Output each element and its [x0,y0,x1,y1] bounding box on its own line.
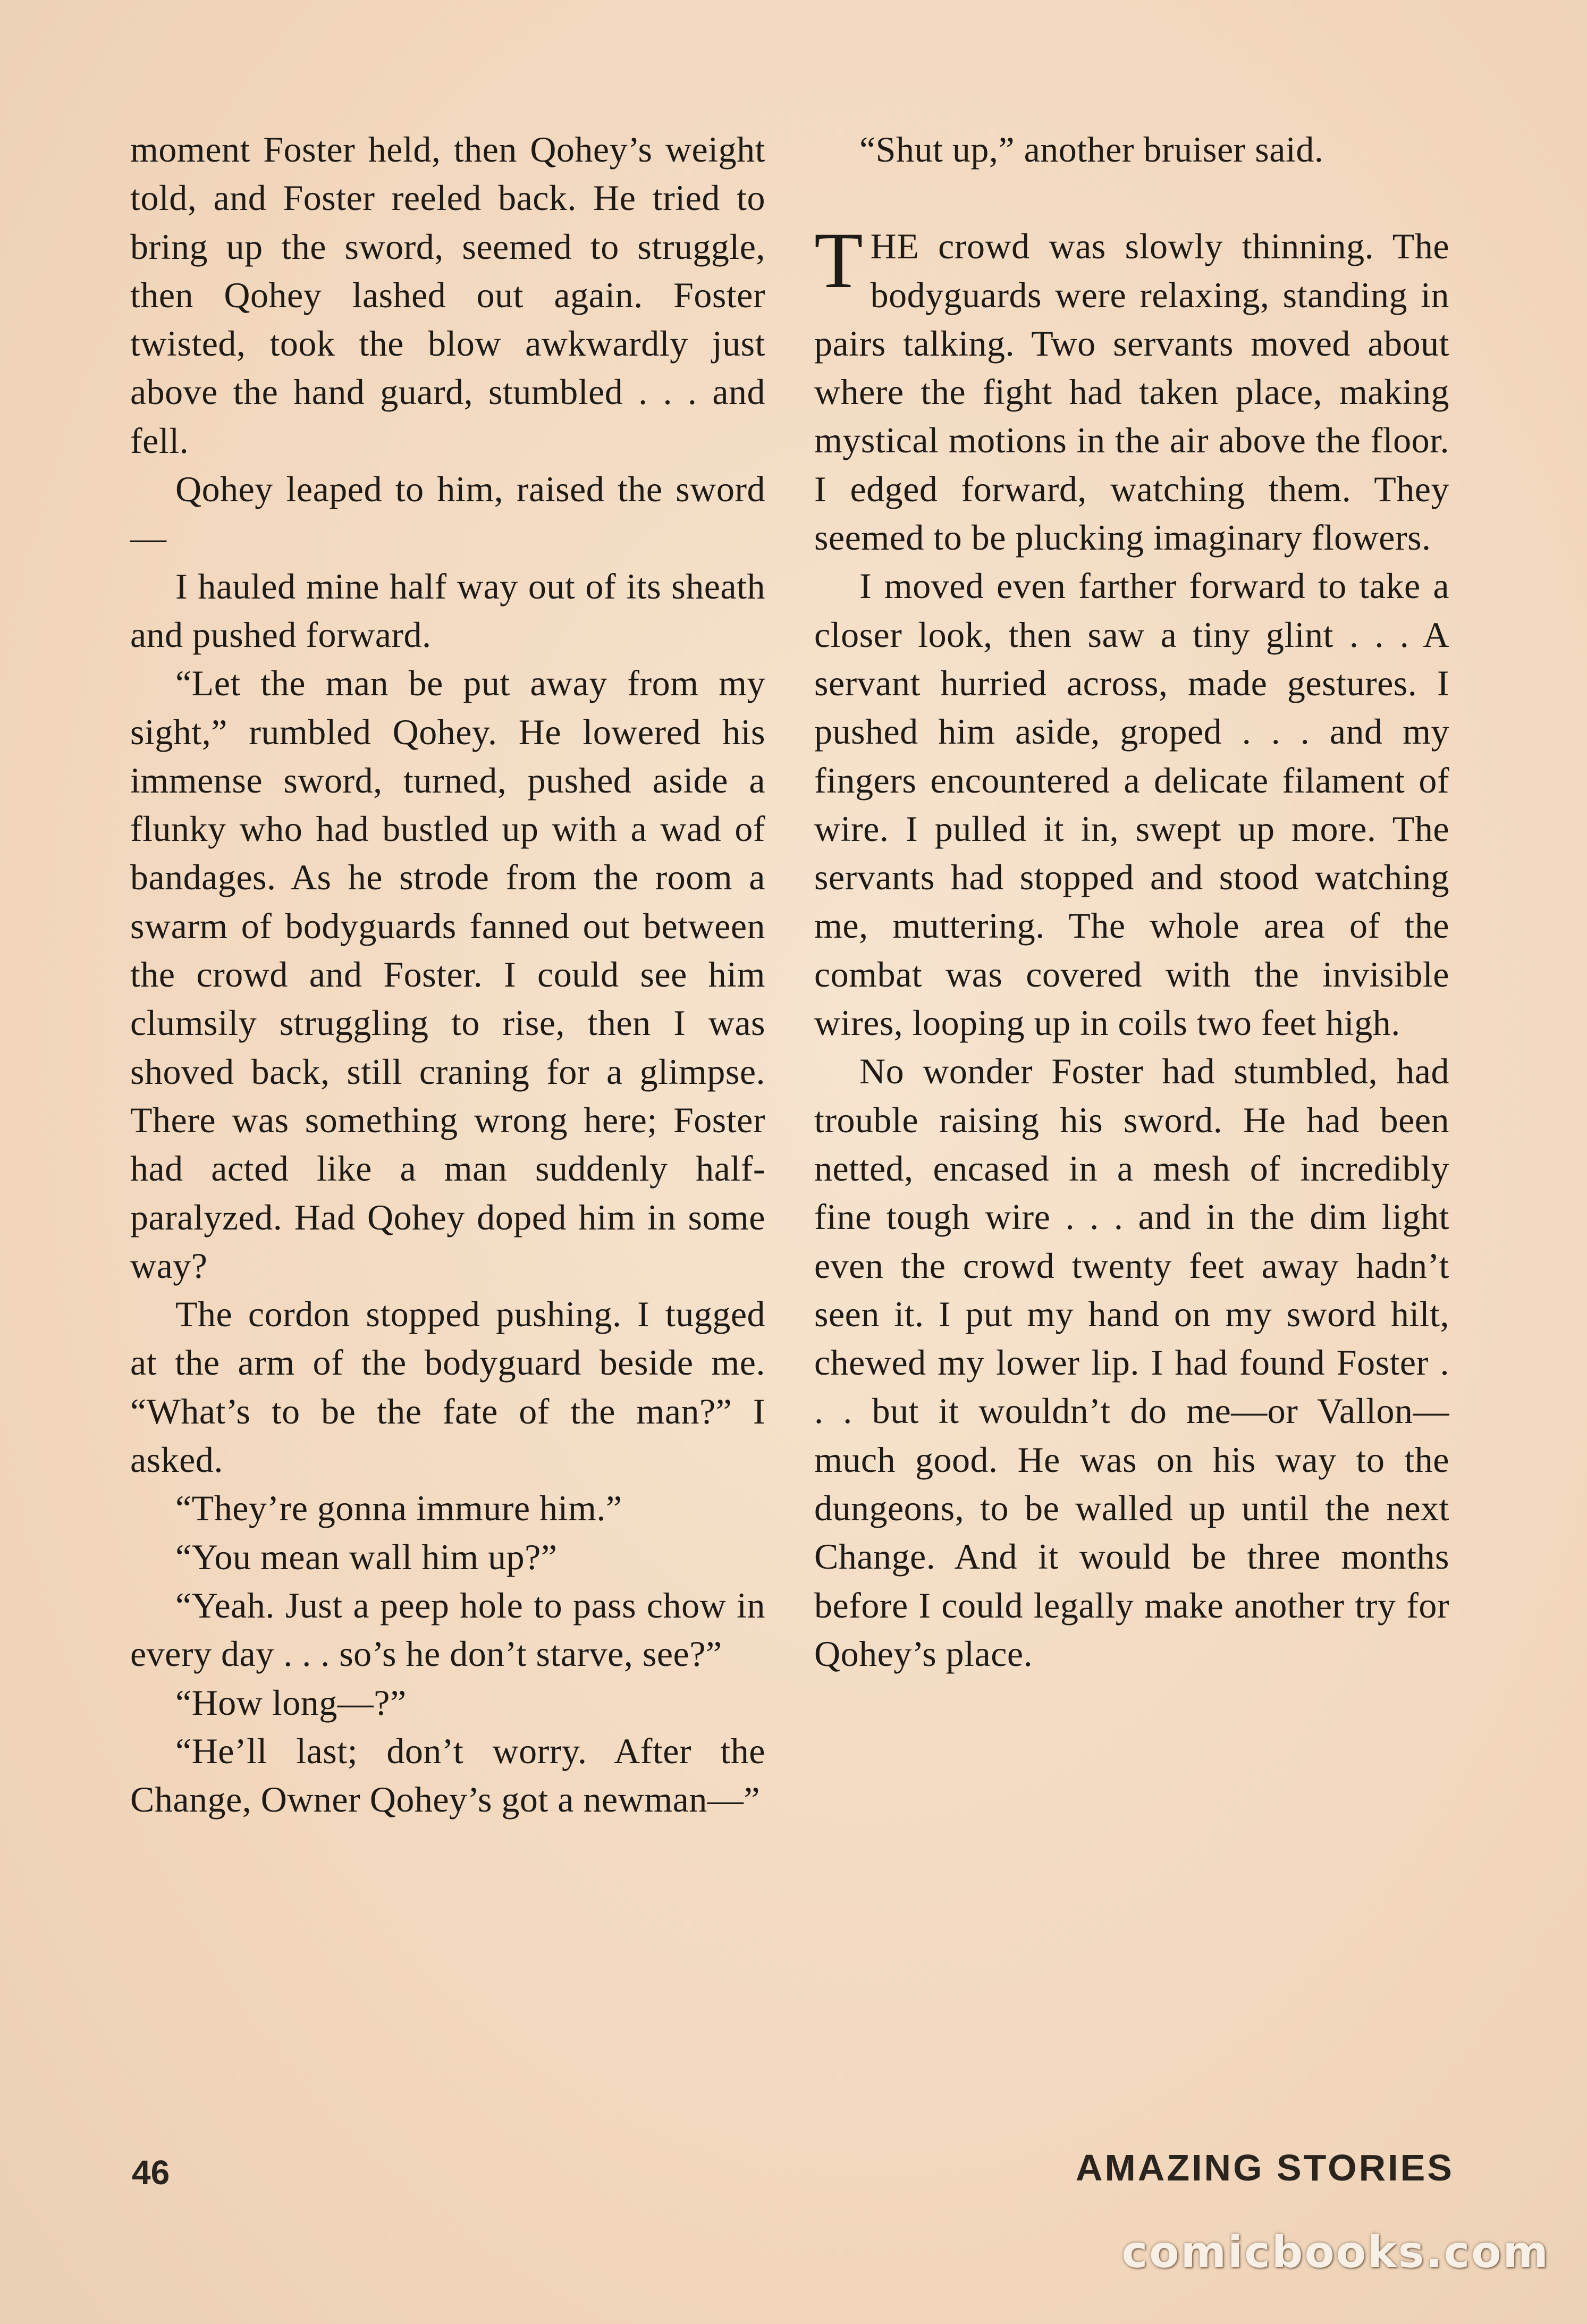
watermark: comicbooks.com [1121,2227,1550,2278]
paragraph: “Let the man be put away from my sight,” rumbled Qohey. He lowered his immense sword, turned, pushed aside a flunky who had bustled up with a wad of bandages. As he strode from the room a swarm of bodyguards fanned out between the crowd and Foster. I could see him clumsily struggling to rise, then I was shoved back, still craning for a glimpse. There was something wrong here; Foster had acted like a man suddenly half-paralyzed. Had Qohey doped him in some way? [130,663,765,1286]
paragraph: “Yeah. Just a peep hole to pass chow in every day . . . so’s he don’t starve, see?” [130,1585,765,1674]
magazine-title: AMAZING STORIES [1075,2147,1454,2188]
paragraph-text: HE crowd was slowly thinning. The bodyguards were relaxing, standing in pairs talking. Two servants moved about where the fight had taken place, making mystical motions in the air above the floor. I edged forward, watching them. They seemed to be plucking imaginary flowers. [814,226,1449,558]
paragraph: No wonder Foster had stumbled, had trouble raising his sword. He had been netted, encased in a mesh of incredibly fine tough wire . . . and in the dim light even the crowd twenty feet away hadn’t seen it. I put my hand on my sword hilt, chewed my lower lip. I had found Foster . . . but it wouldn’t do me—or Vallon—much good. He was on his way to the dungeons, to be walled up until the next Change. And it would be three months before I could legally make another try for Qohey’s place. [814,1051,1449,1674]
paragraph: “You mean wall him up?” [175,1536,558,1577]
paragraph: “Shut up,” another bruiser said. [859,129,1324,170]
paragraph: I moved even farther forward to take a closer look, then saw a tiny glint . . . A servant hurried across, made gestures. I pushed him aside, groped . . . and my fingers encountered a delicate filament of wire. I pulled it in, swept up more. The servants had stopped and stood watching me, muttering. The whole area of the combat was covered with the invisible wires, looping up in coils two feet high. [814,566,1449,1043]
right-text-column [814,125,1449,1678]
paragraph: “He’ll last; don’t worry. After the Change, Owner Qohey’s got a newman—” [130,1730,765,1820]
paragraph: I hauled mine half way out of its sheath and pushed forward. [130,566,765,655]
paragraph: “How long—?” [175,1682,407,1723]
page-number: 46 [132,2153,170,2192]
section-opening-paragraph [814,216,1449,562]
paragraph: The cordon stopped pushing. I tugged at the arm of the bodyguard beside me. “What’s to be the fate of the man?” I asked. [130,1294,765,1480]
paragraph: Qohey leaped to him, raised the sword— [130,469,765,558]
drop-cap: T [814,216,863,305]
paragraph: moment Foster held, then Qohey’s weight told, and Foster reeled back. He tried to bring up the sword, seemed to struggle, then Qohey lashed out again. Foster twisted, took the blow awkwardly just above the hand guard, stumbled . . . and fell. [130,129,765,461]
paragraph: “They’re gonna immure him.” [175,1488,622,1529]
left-text-column [130,125,765,1824]
